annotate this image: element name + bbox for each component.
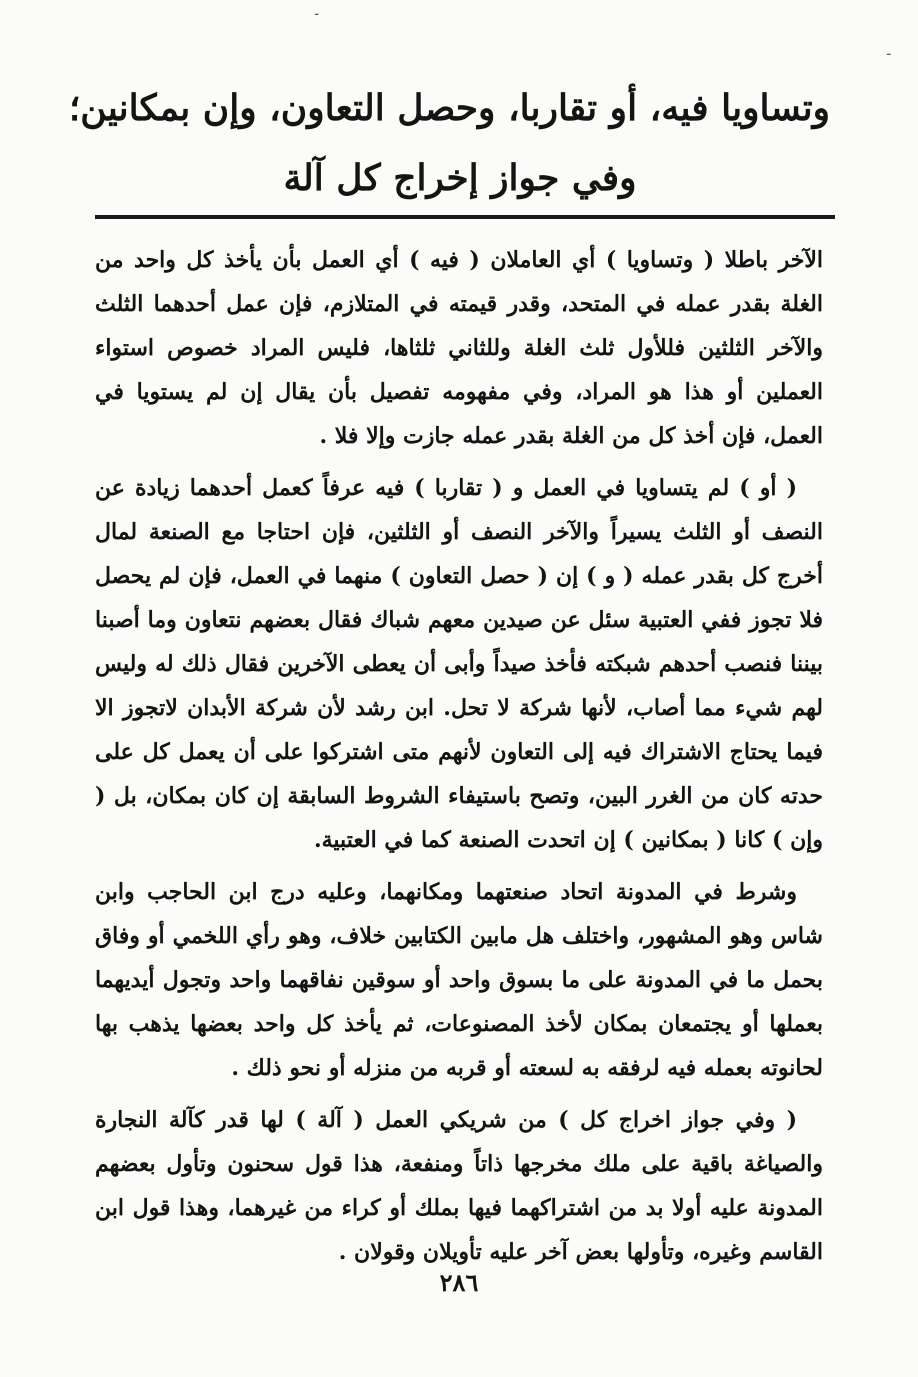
commentary-body [95,238,823,1282]
page-number: ٢٨٦ [439,1268,479,1297]
commentary-paragraph: وشرط في المدونة اتحاد صنعتهما ومكانهما، وعليه درج ابن الحاجب وابن شاس وهو المشهور، واختلف هل مابين الكتابين خلاف، وهو رأي اللخمي أو وفاق بحمل ما في المدونة على ما بسوق واحد أو سوقين نفاقهما واحد وتجول أيديهما بعملها أو يجتمعان بمكان لأخذ المصنوعات، ثم يأخذ كل واحد بعضها يذهب بها لحانوته بعمله فيه لرفقه به لسعته أو قربه من منزله أو نحو ذلك . [95,879,823,1081]
commentary-paragraph: الآخر باطلا ( وتساويا ) أي العاملان ( فيه ) أي العمل بأن يأخذ كل واحد من الغلة بقدر عمله في المتحد، وقدر قيمته في المتلازم، فإن عمل أحدهما الثلث والآخر الثلثين فللأول ثلث الغلة وللثاني ثلثاها، فليس المراد خصوص استواء العملين أو هذا هو المراد، وفي مفهومه تفصيل بأن يقال إن لم يستويا في العمل، فإن أخذ كل من الغلة بقدر عمله جازت وإلا فلا . [95,247,823,449]
commentary-paragraph: ( أو ) لم يتساويا في العمل و ( تقاربا ) فيه عرفاً كعمل أحدهما زيادة عن النصف أو الثلث يسيراً والآخر النصف أو الثلثين، فإن احتاجا مع الصنعة لمال أخرج كل بقدر عمله ( و ) إن ( حصل التعاون ) منهما في العمل، فإن لم يحصل فلا تجوز ففي العتبية سئل عن صيدين معهم شباك فقال بعضهم نتعاون وما أصبنا بيننا فنصب أحدهم شبكته فأخذ صيداً وأبى أن يعطى الآخرين فقال ذلك له وليس لهم شيء مما أصاب، لأنها شركة لا تحل. ابن رشد لأن شركة الأبدان لاتجوز الا فيما يحتاج الاشتراك فيه إلى التعاون لأنهم متى اشتركوا على أن يعمل كل على حدته كان من الغرر البين، وتصح باستيفاء الشروط السابقة إن كان بمكان، بل ( وإن ) كانا ( بمكانين ) إن اتحدت الصنعة كما في العتبية. [95,475,823,853]
margin-mark: ۔ [884,40,894,59]
divider-rule [95,215,835,219]
binding-mark: ۔ [312,0,322,19]
commentary-paragraph: ( وفي جواز اخراج كل ) من شريكي العمل ( آلة ) لها قدر كآلة النجارة والصياغة باقية على ملك مخرجها ذاتاً ومنفعة، هذا قول سحنون وتأول بعضهم المدونة عليه أولا بد من اشتراكهما فيها بملك أو كراء من غيرهما، وهذا قول ابن القاسم وغيره، وتأولها بعض آخر عليه تأويلان وقولان . [95,1107,823,1265]
verse-line-2: وفي جواز إخراج كل آلة [283,157,637,199]
verse-line-1: وتساويا فيه، أو تقاربا، وحصل التعاون، وإن بمكانين؛ [68,87,830,129]
